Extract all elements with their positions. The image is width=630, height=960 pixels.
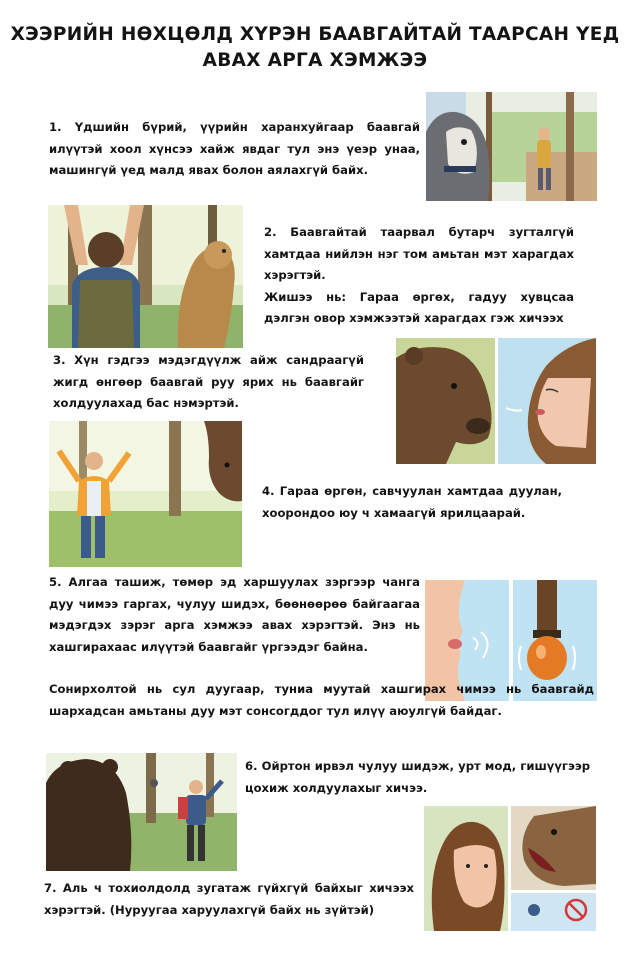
tip-5-note-block xyxy=(49,679,594,722)
illustration-woman-and-roaring-bear xyxy=(424,806,596,931)
tip-2 xyxy=(264,222,574,330)
tip-4-text: 4. Гараа өргөн, савчуулан хамтдаа дуулан, хоорондоо юу ч хамаагүй ярилцаарай. xyxy=(262,484,562,520)
tip-2-example: Жишээ нь: Гараа өргөх, гадуу хувцсаа дэлгэн овор хэмжээтэй харагдах гэж хичээх xyxy=(264,289,574,325)
tip-1-text: 1. Үдшийн бүрий, үүрийн харанхуйгаар баавгай илүүтэй хоол хүнсээ хайж явдаг тул энэ үеэр унаа, машингүй үед малд явах болон аялахгүй байх. xyxy=(49,120,420,177)
tip-4 xyxy=(262,481,562,524)
tip-7 xyxy=(44,878,414,921)
tip-5-text: 5. Алгаа ташиж, төмөр эд харшуулах зэргээр чанга дуу чимээ гаргах, чулуу шидэх, бөөнөөрөө байгаагаа мэдэгдэх зэрэг арга хэмжээ авах хэрэгтэй. Энэ нь хашгирахаас илүүтэй баавгайг үргээдэг байна. xyxy=(49,575,420,654)
tip-1 xyxy=(49,117,420,182)
tip-6-text: 6. Ойртон ирвэл чулуу шидэж, урт мод, гишүүгээр цохиж холдуулахыг хичээ. xyxy=(245,759,590,795)
tip-5-note: Сонирхолтой нь сул дуугаар, туниа муутай хашгирах чимээ нь баавгайд шархадсан амьтаны дуу мэт сонсогддог тул илүү аюулгүй байдаг. xyxy=(49,682,594,718)
illustration-man-waving-bear xyxy=(49,421,242,567)
page-title-line-1: ХЭЭРИЙН НӨХЦӨЛД ХҮРЭН БААВГАЙТАЙ ТААРСАН ҮЕД xyxy=(10,24,620,45)
tip-5 xyxy=(49,572,420,658)
page-title-line-2: АВАХ АРГА ХЭМЖЭЭ xyxy=(202,50,428,71)
illustration-bear-and-woman-blowing xyxy=(396,338,596,464)
tip-7-text: 7. Аль ч тохиолдолд зугатаж гүйхгүй байхыг хичээх хэрэгтэй. (Нуруугаа харуулахгүй байх нь зүйтэй) xyxy=(44,881,414,917)
tip-2-text: 2. Баавгайтай таарвал бутарч зугталгүй хамтдаа нийлэн нэг том амьтан мэт харагдах хэрэгтэй. xyxy=(264,225,574,282)
tip-3 xyxy=(53,350,364,415)
tip-6 xyxy=(245,756,590,799)
illustration-bear-and-hiker-throwing xyxy=(46,753,237,871)
tip-3-text: 3. Хүн гэдгээ мэдэгдүүлж айж сандраагүй жигд өнгөөр баавгай руу ярих нь баавгайг холдуулахад бас нэмэртэй. xyxy=(53,353,364,410)
illustration-dog-watching-hiker xyxy=(426,92,597,201)
illustration-hiker-arms-raised-bear xyxy=(48,205,243,348)
